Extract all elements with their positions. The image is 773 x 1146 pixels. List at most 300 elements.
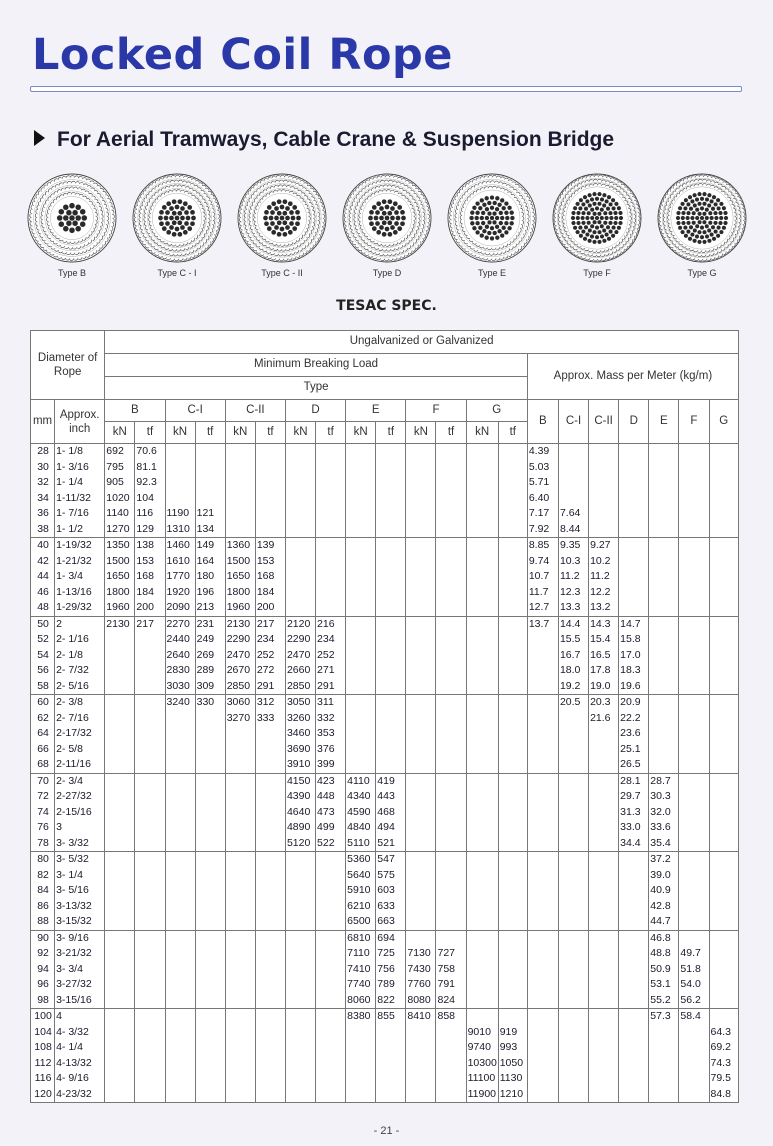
table-cell [527,773,558,789]
table-cell: 795 [105,460,135,476]
table-cell: 139 [255,538,285,554]
table-cell [558,836,588,852]
table-cell [466,993,498,1009]
table-cell [165,930,195,946]
table-cell: 22.2 [619,711,649,727]
table-cell [709,663,739,679]
table-cell [558,914,588,930]
table-cell [558,742,588,758]
table-cell [195,993,225,1009]
table-cell: 112 [31,1056,55,1072]
table-cell [225,1071,255,1087]
table-cell [255,444,285,460]
table-cell: 200 [135,600,165,616]
table-cell: 10.3 [558,554,588,570]
table-cell [285,899,315,915]
table-cell: 855 [376,1009,406,1025]
table-cell [225,805,255,821]
table-cell: 1500 [225,554,255,570]
table-cell: 1350 [105,538,135,554]
table-cell: 8410 [406,1009,436,1025]
table-cell [589,899,619,915]
table-cell [558,805,588,821]
table-cell [346,506,376,522]
table-cell [589,1009,619,1025]
table-cell [466,852,498,868]
table-cell: 116 [135,506,165,522]
table-cell [709,475,739,491]
table-cell [498,757,527,773]
table-cell [406,491,436,507]
table-cell [498,962,527,978]
table-cell: 32 [31,475,55,491]
table-cell [649,1056,679,1072]
table-cell [498,538,527,554]
table-cell [346,757,376,773]
table-cell: 40 [31,538,55,554]
table-cell [558,711,588,727]
table-cell: 2- 3/8 [55,695,105,711]
table-row [31,522,739,538]
table-cell: 70 [31,773,55,789]
table-cell: 33.6 [649,820,679,836]
table-cell [498,569,527,585]
table-cell [679,757,709,773]
table-cell [679,491,709,507]
table-cell: 78 [31,836,55,852]
table-cell: 2830 [165,663,195,679]
table-cell [679,820,709,836]
table-cell: 1770 [165,569,195,585]
table-cell [527,993,558,1009]
table-cell [135,914,165,930]
table-cell [135,648,165,664]
table-cell: 1960 [225,600,255,616]
table-cell [406,506,436,522]
header-unit-tf: tf [316,422,346,444]
table-cell [376,475,406,491]
table-cell [406,836,436,852]
table-cell [709,836,739,852]
table-cell [285,1025,315,1041]
table-cell: 9740 [466,1040,498,1056]
table-cell [589,726,619,742]
table-cell [649,711,679,727]
table-cell [466,726,498,742]
table-cell: 5.03 [527,460,558,476]
table-cell [649,444,679,460]
table-cell: 23.6 [619,726,649,742]
table-cell [589,820,619,836]
table-cell [406,820,436,836]
table-cell [436,773,466,789]
table-cell [679,616,709,632]
table-cell [346,742,376,758]
table-cell [436,569,466,585]
table-cell [527,1025,558,1041]
table-cell [466,491,498,507]
table-cell: 10.7 [527,569,558,585]
table-cell: 2290 [225,632,255,648]
table-cell [406,460,436,476]
table-cell: 9.74 [527,554,558,570]
table-cell [558,444,588,460]
rope-type-f-icon [551,172,643,264]
table-cell: 1- 1/4 [55,475,105,491]
table-cell [225,993,255,1009]
rope-type-g-icon [656,172,748,264]
table-cell [436,538,466,554]
table-cell: 25.1 [619,742,649,758]
table-cell [466,820,498,836]
table-cell [316,883,346,899]
table-cell [285,1071,315,1087]
table-cell [406,789,436,805]
table-cell [498,491,527,507]
table-cell: 5.71 [527,475,558,491]
table-cell [316,930,346,946]
table-cell [165,962,195,978]
table-cell [498,742,527,758]
table-cell [709,930,739,946]
table-cell: 12.7 [527,600,558,616]
table-cell [225,757,255,773]
table-cell [527,852,558,868]
table-cell [498,522,527,538]
table-cell [225,522,255,538]
table-cell: 1- 7/16 [55,506,105,522]
table-cell: 74 [31,805,55,821]
table-cell [649,632,679,648]
table-cell [316,1071,346,1087]
table-cell [135,868,165,884]
table-cell: 12.3 [558,585,588,601]
table-cell [195,475,225,491]
table-cell [105,962,135,978]
table-cell: 54.0 [679,977,709,993]
table-cell: 51.8 [679,962,709,978]
table-cell: 494 [376,820,406,836]
table-cell [649,726,679,742]
table-cell [589,1056,619,1072]
table-cell [376,522,406,538]
table-cell [436,757,466,773]
table-cell [165,491,195,507]
table-cell: 94 [31,962,55,978]
table-cell [436,585,466,601]
table-row [31,475,739,491]
table-cell [436,1087,466,1103]
table-cell: 26.5 [619,757,649,773]
header-mass-type-6: G [709,400,739,444]
table-cell: 8380 [346,1009,376,1025]
header-unit-tf: tf [498,422,527,444]
table-cell [406,1056,436,1072]
table-row [31,1025,739,1041]
table-cell: 1190 [165,506,195,522]
table-cell [589,742,619,758]
header-unit-kn: kN [346,422,376,444]
table-cell [165,444,195,460]
table-cell: 149 [195,538,225,554]
table-cell [679,930,709,946]
table-cell [619,506,649,522]
table-cell [346,1071,376,1087]
table-cell: 9010 [466,1025,498,1041]
table-cell [135,805,165,821]
table-cell [527,883,558,899]
table-cell: 42 [31,554,55,570]
table-cell [406,632,436,648]
table-cell: 1650 [225,569,255,585]
table-cell: 44.7 [649,914,679,930]
table-cell: 76 [31,820,55,836]
table-cell [195,883,225,899]
table-cell: 2270 [165,616,195,632]
table-cell [285,506,315,522]
table-cell [619,1056,649,1072]
table-cell [346,1025,376,1041]
table-cell [436,679,466,695]
table-cell [346,616,376,632]
table-cell [649,679,679,695]
table-cell [466,585,498,601]
table-cell [376,648,406,664]
table-cell: 332 [316,711,346,727]
table-cell [406,679,436,695]
table-cell [436,899,466,915]
table-cell [709,993,739,1009]
table-row [31,600,739,616]
table-cell [436,648,466,664]
table-row [31,883,739,899]
table-cell: 7.92 [527,522,558,538]
table-cell [285,930,315,946]
table-cell [466,648,498,664]
table-cell: 4640 [285,805,315,821]
table-cell [285,600,315,616]
table-group [31,1009,739,1103]
table-cell [105,742,135,758]
table-cell [346,600,376,616]
table-cell [135,930,165,946]
table-cell: 2470 [225,648,255,664]
table-cell: 2130 [105,616,135,632]
table-cell: 20.3 [589,695,619,711]
table-cell [679,883,709,899]
table-cell [436,711,466,727]
header-unit-tf: tf [436,422,466,444]
table-cell [316,993,346,1009]
table-cell: 8.44 [558,522,588,538]
table-cell [165,773,195,789]
table-cell [649,585,679,601]
table-cell [225,977,255,993]
table-cell: 1650 [105,569,135,585]
table-cell [376,491,406,507]
table-cell: 72 [31,789,55,805]
table-cell [527,805,558,821]
header-unit-kn: kN [466,422,498,444]
rope-type-b-icon [26,172,118,264]
rope-type-c1-icon [131,172,223,264]
table-cell [589,773,619,789]
table-cell: 3030 [165,679,195,695]
table-cell [679,522,709,538]
table-cell [619,1071,649,1087]
table-cell: 14.4 [558,616,588,632]
table-cell [255,1087,285,1103]
table-cell: 3- 9/16 [55,930,105,946]
table-cell: 2-17/32 [55,726,105,742]
table-cell [619,475,649,491]
table-cell [498,883,527,899]
table-cell: 727 [436,946,466,962]
table-cell [285,444,315,460]
table-cell [406,600,436,616]
table-cell: 68 [31,757,55,773]
table-cell: 54 [31,648,55,664]
table-cell: 4-23/32 [55,1087,105,1103]
rope-type-item [20,172,124,278]
table-cell [649,569,679,585]
table-cell [195,805,225,821]
table-cell [255,1056,285,1072]
table-cell [649,600,679,616]
table-cell [195,1071,225,1087]
table-cell: 3-15/32 [55,914,105,930]
table-cell [649,1040,679,1056]
table-cell: 1360 [225,538,255,554]
table-cell [649,742,679,758]
table-cell: 822 [376,993,406,1009]
table-cell [346,460,376,476]
table-cell [165,475,195,491]
table-cell [316,522,346,538]
rope-type-label: Type B [57,268,86,278]
table-cell: 312 [255,695,285,711]
table-row [31,836,739,852]
table-cell [527,977,558,993]
table-cell [165,977,195,993]
table-cell: 905 [105,475,135,491]
table-cell [619,1025,649,1041]
table-cell [679,600,709,616]
table-cell: 92 [31,946,55,962]
table-cell [165,1071,195,1087]
table-cell: 55.2 [649,993,679,1009]
table-cell [619,852,649,868]
table-cell [589,883,619,899]
table-cell [225,491,255,507]
table-cell [105,820,135,836]
table-cell [558,868,588,884]
table-cell [558,993,588,1009]
table-row [31,1009,739,1025]
table-cell [255,1025,285,1041]
table-cell [709,506,739,522]
table-cell [105,632,135,648]
table-cell: 1050 [498,1056,527,1072]
table-cell [255,726,285,742]
table-cell [619,993,649,1009]
table-cell [195,914,225,930]
header-mm: mm [31,400,55,444]
table-cell [255,522,285,538]
table-cell [498,632,527,648]
table-cell: 858 [436,1009,466,1025]
table-cell: 216 [316,616,346,632]
table-row [31,868,739,884]
table-cell: 18.0 [558,663,588,679]
table-cell: 74.3 [709,1056,739,1072]
table-cell: 2850 [285,679,315,695]
table-cell [195,1056,225,1072]
table-row [31,1071,739,1087]
table-cell [225,1040,255,1056]
table-cell [165,836,195,852]
table-cell: 663 [376,914,406,930]
table-cell [558,475,588,491]
table-cell [527,663,558,679]
table-cell [285,460,315,476]
table-row [31,695,739,711]
table-cell: 3460 [285,726,315,742]
table-cell [619,538,649,554]
table-cell [709,789,739,805]
table-cell [527,695,558,711]
table-cell [527,868,558,884]
table-cell: 4- 3/32 [55,1025,105,1041]
table-cell [255,1040,285,1056]
table-cell [346,569,376,585]
table-cell [709,742,739,758]
table-cell [165,852,195,868]
table-group [31,930,739,1009]
table-cell [346,491,376,507]
table-cell [498,554,527,570]
table-cell: 692 [105,444,135,460]
table-cell [558,491,588,507]
page-title: Locked Coil Rope [32,30,453,80]
table-cell [376,742,406,758]
table-cell [466,868,498,884]
table-cell [527,726,558,742]
table-row [31,663,739,679]
table-cell: 443 [376,789,406,805]
table-cell [195,1040,225,1056]
table-cell: 37.2 [649,852,679,868]
table-cell: 522 [316,836,346,852]
table-cell [498,1009,527,1025]
table-cell [406,585,436,601]
table-cell [679,836,709,852]
table-cell [406,569,436,585]
table-cell: 9.27 [589,538,619,554]
table-cell [285,569,315,585]
table-row [31,506,739,522]
table-cell: 791 [436,977,466,993]
table-cell: 11.2 [589,569,619,585]
table-cell [649,663,679,679]
table-cell [498,726,527,742]
table-cell [589,1025,619,1041]
table-cell [105,914,135,930]
table-cell [558,820,588,836]
table-cell [589,1071,619,1087]
rope-type-item [230,172,334,278]
table-cell: 2- 7/32 [55,663,105,679]
